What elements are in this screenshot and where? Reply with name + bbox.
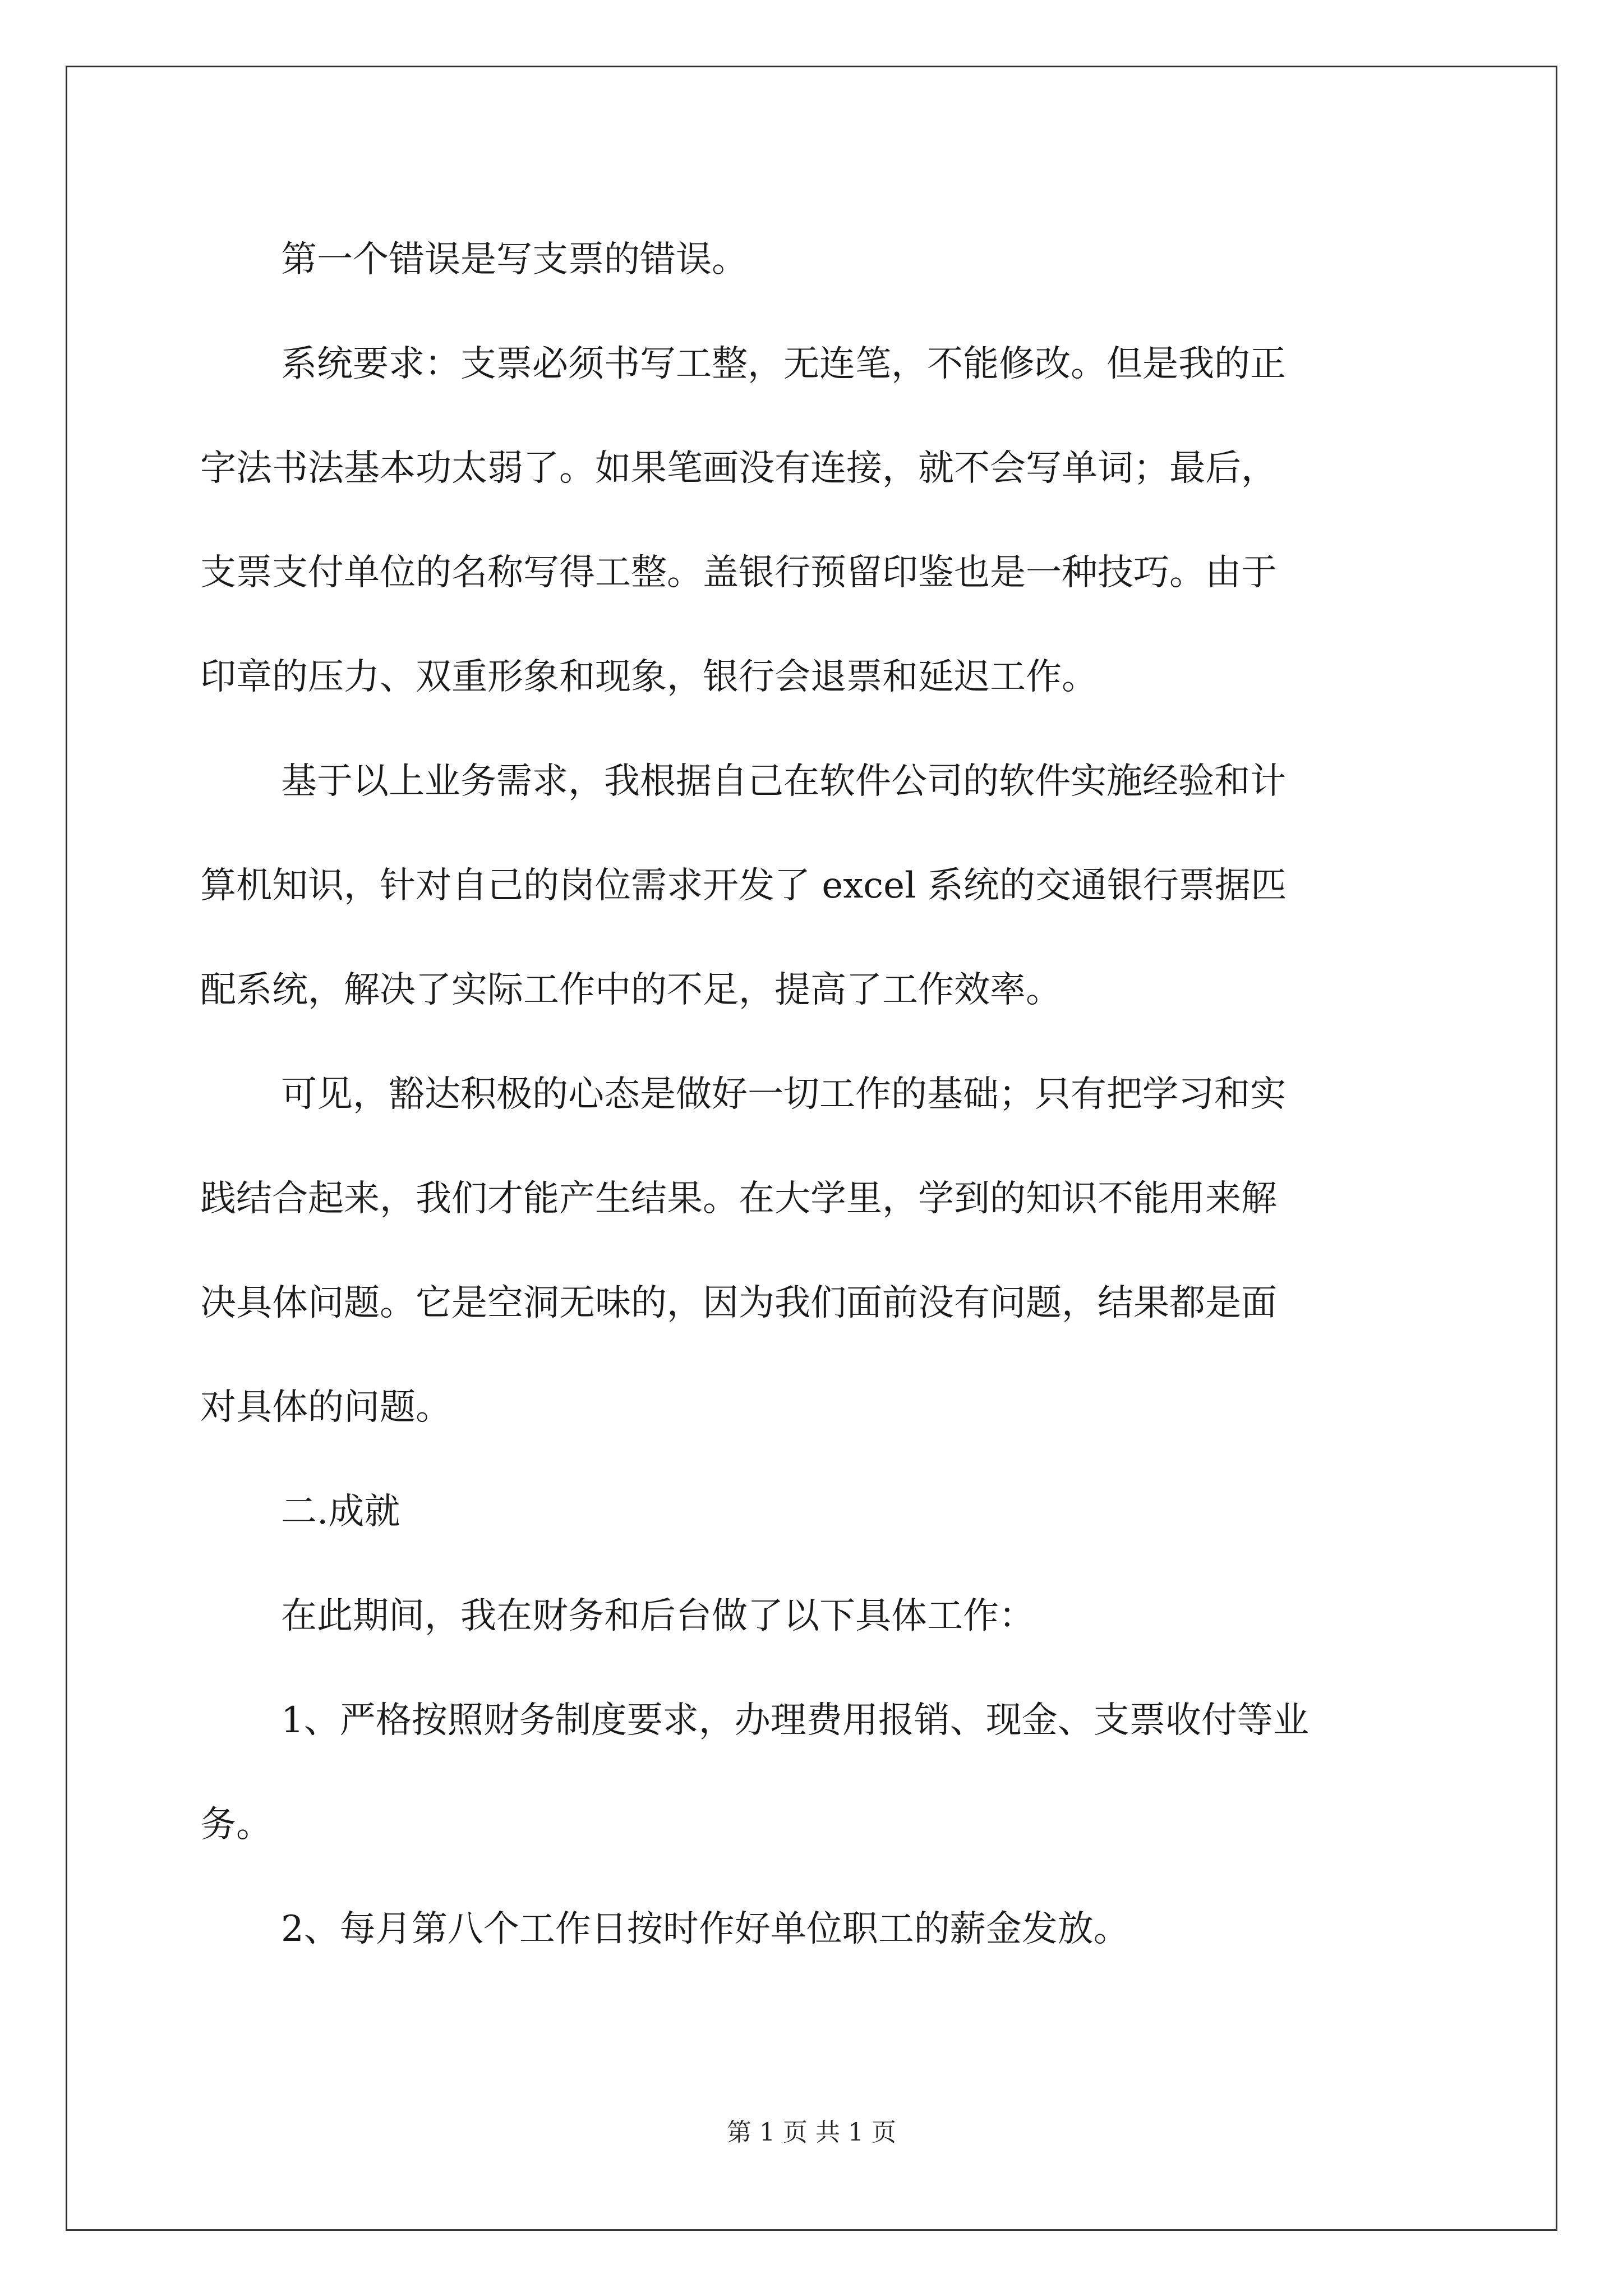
- list-item: [200, 1877, 1434, 1981]
- paragraph: [200, 1042, 1434, 1460]
- paragraph: [200, 1564, 1434, 1668]
- text-line: 第一个错误是写支票的错误。: [281, 239, 748, 280]
- text-line: 1、严格按照财务制度要求，办理费用报销、现金、支票收付等业: [281, 1700, 1309, 1741]
- text-line: 字法书法基本功太弱了。如果笔画没有连接，就不会写单词；最后，: [200, 448, 1277, 489]
- text-line: 践结合起来，我们才能产生结果。在大学里，学到的知识不能用来解: [200, 1178, 1277, 1220]
- text-line: 算机知识，针对自己的岗位需求开发了 excel 系统的交通银行票据匹: [200, 865, 1287, 907]
- text-line: 基于以上业务需求，我根据自己在软件公司的软件实施经验和计: [281, 761, 1286, 802]
- page-footer: 第 1 页 共 1 页: [727, 2118, 896, 2147]
- text-line: 配系统，解决了实际工作中的不足，提高了工作效率。: [200, 969, 1062, 1011]
- paragraph: [200, 729, 1434, 1042]
- text-line: 2、每月第八个工作日按时作好单位职工的薪金发放。: [281, 1908, 1129, 1950]
- text-line: 二.成就: [281, 1491, 400, 1533]
- paragraph: [200, 312, 1434, 729]
- text-line: 在此期间，我在财务和后台做了以下具体工作：: [281, 1595, 1035, 1637]
- list-item: [200, 1668, 1434, 1877]
- paragraph: [200, 208, 1434, 312]
- text-line: 系统要求：支票必须书写工整，无连笔，不能修改。但是我的正: [281, 343, 1286, 385]
- document-body: [200, 208, 1434, 1981]
- text-line: 决具体问题。它是空洞无味的，因为我们面前没有问题，结果都是面: [200, 1282, 1277, 1324]
- text-line: 对具体的问题。: [200, 1387, 451, 1428]
- section-heading: [200, 1460, 1434, 1564]
- text-line: 支票支付单位的名称写得工整。盖银行预留印鉴也是一种技巧。由于: [200, 552, 1277, 593]
- text-line: 务。: [200, 1804, 272, 1846]
- text-line: 印章的压力、双重形象和现象，银行会退票和延迟工作。: [200, 656, 1098, 698]
- text-line: 可见，豁达积极的心态是做好一切工作的基础；只有把学习和实: [281, 1074, 1286, 1115]
